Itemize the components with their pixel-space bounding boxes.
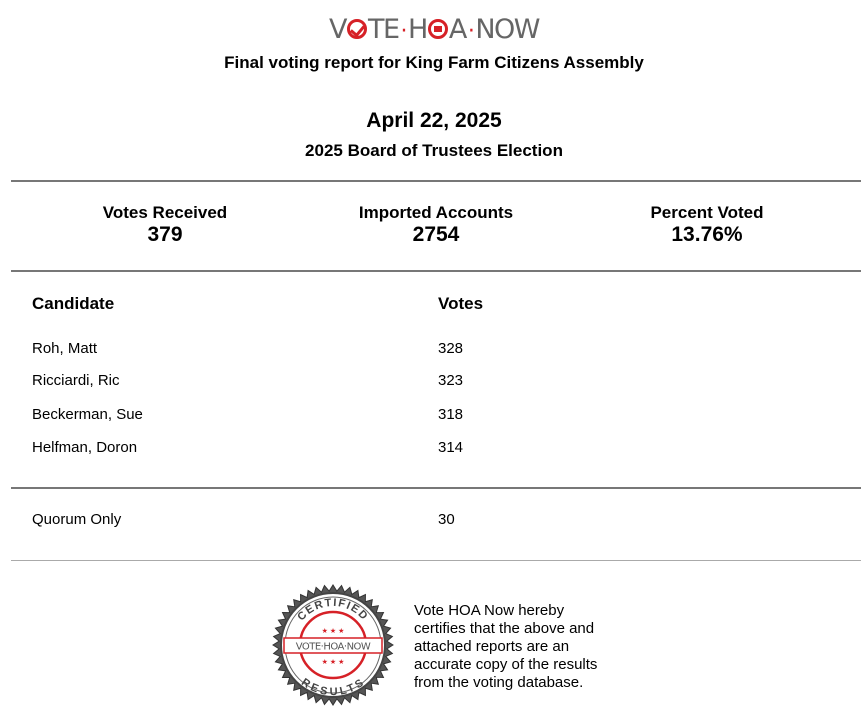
candidate-name: Helfman, Doron (32, 439, 138, 456)
certification-statement: Vote HOA Now hereby certifies that the above and attached reports are an accurate copy of the results from the voting database. (414, 602, 598, 691)
stat-label: Votes Received (102, 203, 228, 222)
star-icon: ★ ★ ★ (321, 628, 345, 635)
candidate-name: Beckerman, Sue (32, 406, 143, 423)
column-header-votes: Votes (438, 294, 484, 313)
star-icon: ★ ★ ★ (321, 659, 345, 666)
report-subtitle: Final voting report for King Farm Citizens Assembly (224, 53, 644, 72)
candidate-votes: 318 (438, 406, 464, 423)
stat-percent-voted (597, 203, 817, 247)
report-date: April 22, 2025 (366, 109, 502, 132)
stat-label: Imported Accounts (358, 203, 514, 222)
quorum-label: Quorum Only (32, 511, 122, 528)
vote-hoa-now-logo: V TE·H A·NOW (329, 14, 539, 45)
logo-part-vote: V TE (329, 14, 399, 45)
seal-center-text: VOTE·HOA·NOW (295, 641, 371, 653)
quorum-votes: 30 (438, 511, 455, 528)
candidate-name: Roh, Matt (32, 340, 98, 357)
column-header-candidate: Candidate (32, 294, 115, 313)
logo-part-hoa: H A (408, 14, 466, 45)
candidate-votes: 328 (438, 340, 464, 357)
candidate-votes: 314 (438, 439, 464, 456)
stat-label: Percent Voted (650, 203, 764, 222)
stat-votes-received (55, 203, 275, 247)
seal-bottom-text: RESULTS (299, 676, 368, 699)
candidate-name: Ricciardi, Ric (32, 372, 120, 389)
stat-value: 2754 (412, 223, 460, 246)
house-icon (428, 19, 448, 39)
logo-part-now: NOW (475, 14, 539, 45)
divider (11, 270, 861, 272)
seal-top-text: CERTIFIED (295, 596, 371, 624)
checkmark-icon (347, 19, 367, 39)
candidate-votes: 323 (438, 372, 464, 389)
certified-results-seal-icon (272, 584, 394, 706)
stat-imported-accounts (326, 203, 546, 247)
divider (11, 487, 861, 489)
election-name: 2025 Board of Trustees Election (305, 141, 563, 160)
stat-value: 379 (147, 223, 183, 246)
divider (11, 560, 861, 561)
divider (11, 180, 861, 182)
stat-value: 13.76% (671, 223, 743, 246)
